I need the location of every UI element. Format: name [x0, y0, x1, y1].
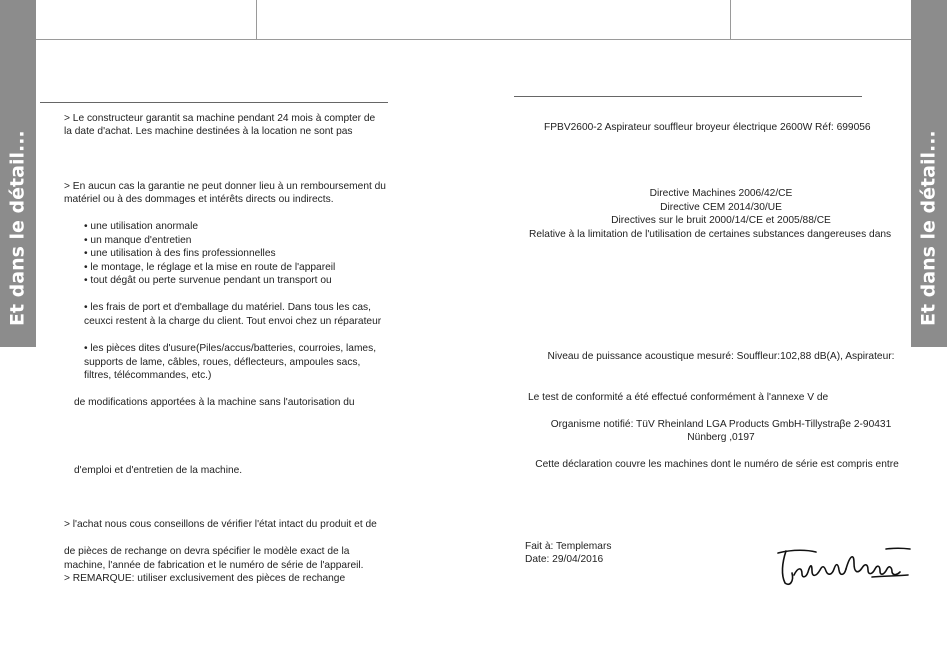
- conformity-test-line: Le test de conformité a été effectué conformément à l'annexe V de: [528, 392, 829, 403]
- header-cell-divider: [256, 0, 257, 39]
- exclusion-list-item: • une utilisation anormale: [84, 221, 198, 232]
- warranty-exclusion-line: matériel ou à des dommages et intérêts directs ou indirects.: [64, 194, 334, 205]
- notified-body-line: Nünberg ,0197: [687, 432, 755, 443]
- exclusion-list-item: • une utilisation à des fins professionnelles: [84, 248, 276, 259]
- warranty-exclusion-line: > En aucun cas la garantie ne peut donner lieu à un remboursement du: [64, 181, 386, 192]
- signature-date: Date: 29/04/2016: [525, 554, 604, 565]
- purchase-advice-line: > l'achat nous cous conseillons de vérifier l'état intact du produit et de: [64, 519, 377, 530]
- directive-line: Directive CEM 2014/30/UE: [660, 202, 782, 213]
- left-section-rule: [40, 102, 388, 103]
- warranty-duration-line: la date d'achat. Les machine destinées à la location ne sont pas: [64, 126, 353, 137]
- wear-parts-line: filtres, télécommandes, etc.): [84, 370, 212, 381]
- right-section-rule: [514, 96, 862, 97]
- shipping-costs-line: • les frais de port et d'emballage du matériel. Dans tous les cas,: [84, 302, 371, 313]
- user-manual-line: d'emploi et d'entretien de la machine.: [74, 465, 243, 476]
- serial-scope-line: Cette déclaration couvre les machines dont le numéro de série est compris entre: [535, 459, 899, 470]
- directive-line: Directives sur le bruit 2000/14/CE et 2005/88/CE: [611, 215, 831, 226]
- spare-parts-line: machine, l'année de fabrication et le numéro de série de l'appareil.: [64, 560, 364, 571]
- side-tab-label: Et dans le détail...: [6, 129, 29, 326]
- notified-body-line: Organisme notifié: TüV Rheinland LGA Products GmbH-Tillystraβe 2-90431: [550, 419, 892, 430]
- product-reference: FPBV2600-2 Aspirateur souffleur broyeur électrique 2600W Réf: 699056: [544, 122, 871, 133]
- directive-line: Relative à la limitation de l'utilisation de certaines substances dangereuses dans: [529, 229, 892, 240]
- shipping-costs-line: ceuxci restent à la charge du client. Tout envoi chez un réparateur: [84, 316, 382, 327]
- spare-parts-line: de pièces de rechange on devra spécifier le modèle exact de la: [64, 546, 350, 557]
- side-tab-label: Et dans le détail...: [917, 129, 940, 326]
- exclusion-list-item: • tout dégât ou perte survenue pendant un transport ou: [84, 275, 332, 286]
- signature-place: Fait à: Templemars: [525, 541, 612, 552]
- remark-line: > REMARQUE: utiliser exclusivement des pièces de rechange: [64, 573, 346, 584]
- noise-level-line: Niveau de puissance acoustique mesuré: Souffleur:102,88 dB(A), Aspirateur:: [547, 351, 895, 362]
- header-cell-divider: [730, 0, 731, 39]
- exclusion-list-item: • un manque d'entretien: [84, 235, 192, 246]
- handwritten-signature: [776, 545, 914, 589]
- header-grid: [36, 0, 913, 40]
- side-tab-left: [0, 0, 36, 347]
- directive-line: Directive Machines 2006/42/CE: [649, 188, 793, 199]
- wear-parts-line: supports de lame, câbles, roues, déflecteurs, ampoules sacs,: [84, 357, 361, 368]
- modifications-line: de modifications apportées à la machine sans l'autorisation du: [74, 397, 355, 408]
- warranty-duration-line: > Le constructeur garantit sa machine pendant 24 mois à compter de: [64, 113, 376, 124]
- side-tab-right: [911, 0, 947, 347]
- exclusion-list-item: • le montage, le réglage et la mise en route de l'appareil: [84, 262, 336, 273]
- wear-parts-line: • les pièces dites d'usure(Piles/accus/batteries, courroies, lames,: [84, 343, 377, 354]
